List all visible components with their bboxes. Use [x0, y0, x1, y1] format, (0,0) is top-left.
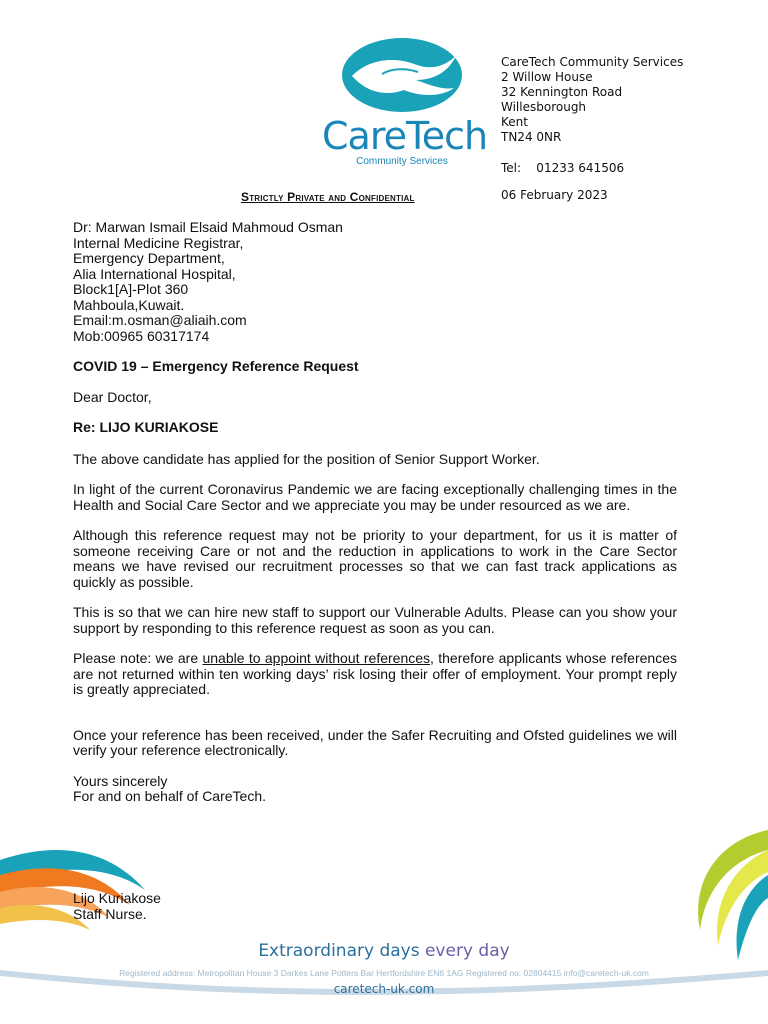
- paragraph-4: This is so that we can hire new staff to support our Vulnerable Adults. Please can you show your support by responding to this reference request as soon as you can.: [73, 604, 677, 636]
- letter-body: [73, 220, 677, 805]
- tagline-start: Extraordinary days: [258, 941, 425, 961]
- address-line: 32 Kennington Road: [501, 85, 623, 99]
- recipient-line: Mahboula,Kuwait.: [73, 296, 185, 313]
- signoff-line: Yours sincerely: [73, 772, 168, 789]
- recipient-line: Block1[A]-Plot 360: [73, 281, 189, 297]
- company-address: [501, 55, 683, 176]
- paragraph-2: In light of the current Coronavirus Pandemic we are facing exceptionally challenging times in the Health and Social Care Sector and we appreciate you may be under resourced as we are.: [73, 481, 677, 513]
- tagline-accent: every day: [424, 941, 510, 961]
- recipient-address: [73, 220, 677, 344]
- paragraph-5-start: Please note: we are: [73, 650, 203, 666]
- salutation: Dear Doctor,: [73, 388, 152, 405]
- signature-title: Staff Nurse.: [73, 905, 147, 922]
- paragraph-1: The above candidate has applied for the position of Senior Support Worker.: [73, 450, 540, 467]
- recipient-line: Emergency Department,: [73, 250, 225, 266]
- hands-dove-logo-icon: [322, 38, 482, 118]
- letter-date: 06 February 2023: [501, 188, 608, 202]
- address-line: Willesborough: [501, 100, 587, 114]
- address-line: 2 Willow House: [501, 70, 593, 84]
- recipient-line: Dr: Marwan Ismail Elsaid Mahmoud Osman: [73, 219, 343, 235]
- caretech-logo: [322, 38, 488, 168]
- website-link[interactable]: caretech-uk.com: [333, 982, 435, 996]
- subject-line: COVID 19 – Emergency Reference Request: [73, 358, 359, 374]
- recipient-line: Mob:00965 60317174: [73, 327, 210, 344]
- recipient-line: Alia International Hospital,: [73, 265, 236, 282]
- telephone: Tel: 01233 641506: [501, 161, 625, 175]
- recipient-line: Email:m.osman@aliaih.com: [73, 312, 247, 328]
- signature-block: [73, 891, 161, 922]
- paragraph-5: [73, 651, 677, 698]
- paragraph-3: Although this reference request may not be priority to your department, for us it is matter of someone receiving Care or not and the reduction in applications to work in the Care Sector means we have revised our recruitment processes so that we can fast track applications as quickly as possible.: [73, 527, 677, 590]
- address-line: Kent: [501, 115, 528, 129]
- footer-tagline: [0, 941, 768, 961]
- paragraph-5-end: , therefore applicants whose references are not returned within ten working days’ risk losing their offer of employment. Your prompt reply is greatly appreciated.: [73, 650, 677, 697]
- signoff-line: For and on behalf of CareTech.: [73, 788, 267, 804]
- signature-name: Lijo Kuriakose: [73, 890, 161, 906]
- paragraph-5-emphasis: unable to appoint without references: [202, 650, 431, 666]
- re-line: Re: LIJO KURIAKOSE: [73, 419, 219, 435]
- logo-wordmark: CareTech: [322, 114, 488, 158]
- address-line: CareTech Community Services: [501, 55, 684, 69]
- recipient-line: Internal Medicine Registrar,: [73, 234, 244, 251]
- confidential-heading: Strictly Private and Confidential: [241, 190, 415, 204]
- logo-subtitle: Community Services: [356, 156, 448, 167]
- address-line: TN24 0NR: [501, 130, 562, 144]
- paragraph-6: Once your reference has been received, under the Safer Recruiting and Ofsted guidelines we will verify your reference electronically.: [73, 726, 677, 758]
- registered-address: Registered address: Metropolitan House 3 Darkes Lane Potters Bar Hertfordshire EN6 1AG Registered no: 02804415 info@caretech-uk.com: [119, 968, 649, 978]
- signoff: [73, 774, 677, 805]
